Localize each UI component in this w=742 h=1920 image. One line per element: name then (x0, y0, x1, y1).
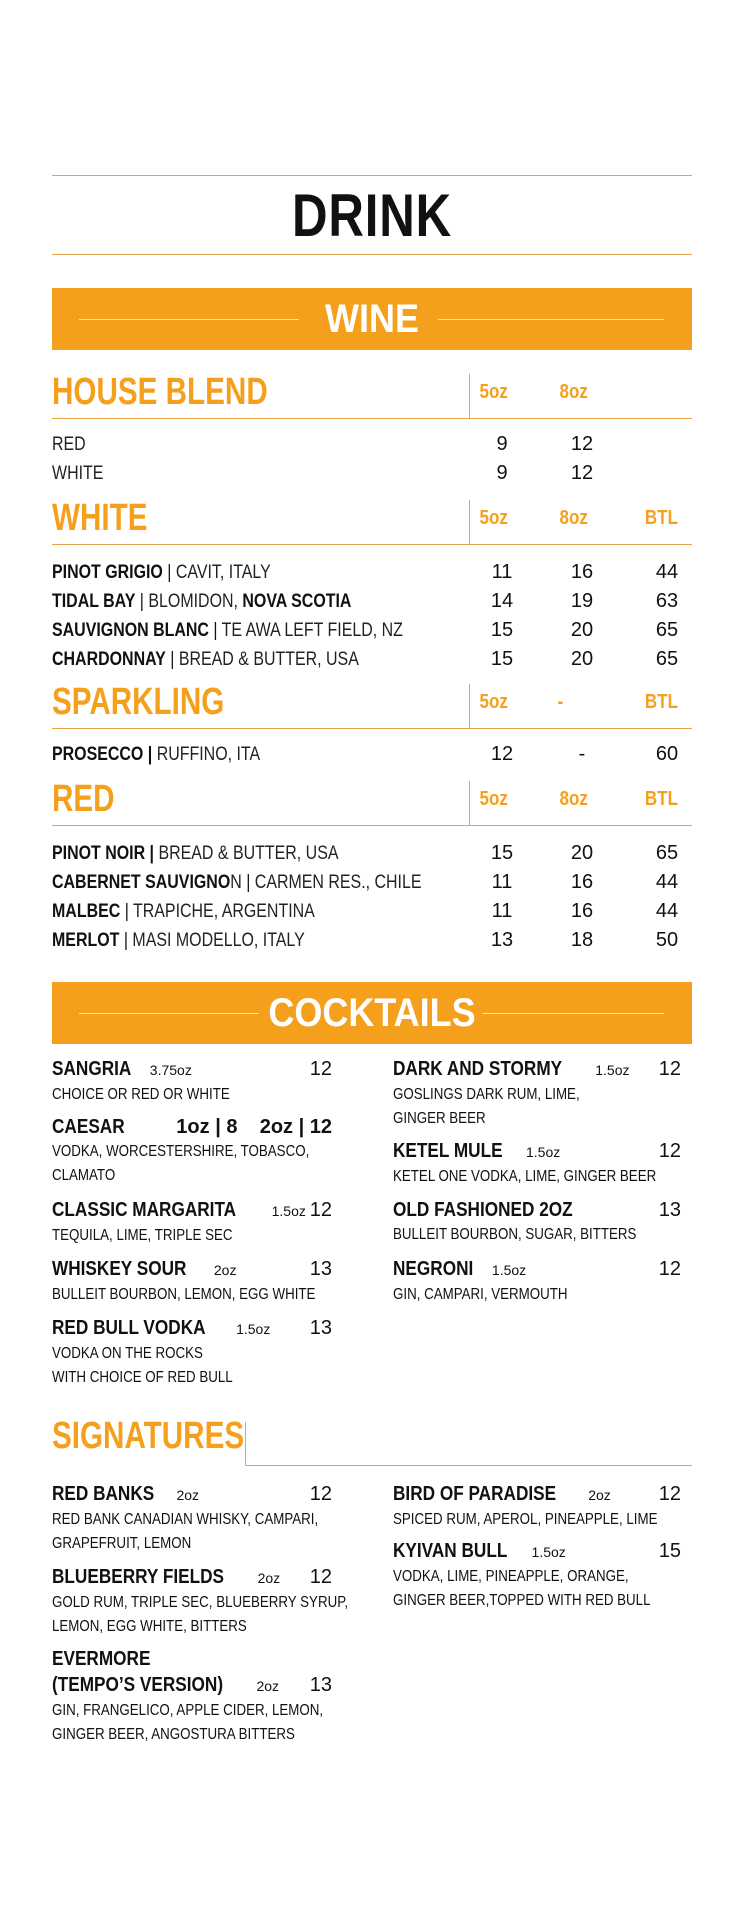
wine-row (52, 430, 692, 459)
wine-name: MALBEC (52, 901, 121, 922)
price-8oz: - (578, 743, 586, 765)
wine-row: CABERNET SAUVIGNON | CARMEN RES., CHILE 11 16 44 (52, 868, 692, 897)
item-description: VODKA, WORCESTERSHIRE, TOBASCO, (52, 1143, 310, 1160)
item-name: KYIVAN BULL (393, 1540, 508, 1562)
wine-origin: BREAD & BUTTER, USA (178, 649, 359, 670)
wine-row: MERLOT | MASI MODELLO, ITALY 13 18 50 (52, 926, 692, 955)
col-header-dash: - (557, 691, 564, 713)
price-8oz: 20 (570, 842, 594, 864)
price-5oz: 9 (496, 433, 508, 455)
menu-item (52, 1197, 332, 1248)
item-price: 12 (658, 1058, 681, 1080)
red-header (52, 773, 692, 825)
cocktails-list (52, 1056, 692, 1396)
item-price: 12 (658, 1258, 681, 1280)
sparkling-section (52, 676, 692, 769)
item-price: 13 (309, 1258, 332, 1280)
item-name-line2: (TEMPO’S VERSION) (52, 1674, 224, 1696)
item-description: SPICED RUM, APEROL, PINEAPPLE, LIME (393, 1511, 658, 1528)
menu-item (52, 1646, 332, 1747)
wine-row: SAUVIGNON BLANC | TE AWA LEFT FIELD, NZ 15 20 65 (52, 616, 692, 645)
price-8oz: 20 (570, 619, 594, 641)
white-title: WHITE (52, 497, 148, 539)
item-size: 1.5oz (525, 1144, 561, 1160)
item-description: GIN, FRANGELICO, APPLE CIDER, LEMON, (52, 1702, 324, 1719)
wine-name: PINOT NOIR (52, 843, 146, 864)
price-5oz: 11 (491, 871, 513, 893)
col-header-5oz: 5oz (479, 507, 508, 529)
menu-item (52, 1256, 332, 1307)
col-header-btl: BTL (644, 507, 678, 529)
menu-item (52, 1315, 332, 1390)
column-divider (469, 374, 470, 418)
item-size: 1.5oz (491, 1262, 527, 1278)
title-bottom-rule (52, 254, 692, 255)
item-name: OLD FASHIONED 2OZ (393, 1199, 573, 1221)
item-size: 2oz (588, 1487, 611, 1503)
price-8oz: 19 (570, 590, 594, 612)
wine-band (52, 288, 692, 350)
price-8oz: 16 (570, 900, 594, 922)
menu-item (393, 1056, 681, 1131)
menu-item (393, 1138, 681, 1189)
price-btl: 44 (655, 561, 679, 583)
item-name: CAESAR (52, 1116, 125, 1138)
menu-item (52, 1114, 332, 1188)
wine-origin: BLOMIDON, (148, 591, 243, 612)
menu-item (393, 1481, 681, 1532)
item-price: 13 (309, 1674, 332, 1696)
item-price: 13 (309, 1317, 332, 1339)
col-header-8oz: 8oz (559, 381, 588, 403)
red-title: RED (52, 778, 115, 820)
price-btl: 44 (655, 900, 679, 922)
col-header-btl: BTL (644, 788, 678, 810)
col-header-btl: BTL (644, 691, 678, 713)
price-5oz: 12 (490, 743, 514, 765)
wine-name: PINOT GRIGIO (52, 562, 163, 583)
signatures-list (52, 1481, 692, 1761)
menu-item (52, 1056, 332, 1107)
item-description: GOSLINGS DARK RUM, LIME, (393, 1086, 580, 1103)
column-divider (469, 500, 470, 544)
menu-item (52, 1481, 332, 1556)
col-header-5oz: 5oz (479, 381, 508, 403)
price-8oz: 16 (570, 871, 594, 893)
wine-row: CHARDONNAY | BREAD & BUTTER, USA 15 20 65 (52, 645, 692, 674)
item-price: 13 (658, 1199, 681, 1221)
signatures-title: SIGNATURES (52, 1415, 245, 1457)
item-description: CHOICE OR RED OR WHITE (52, 1086, 230, 1103)
price-5oz: 11 (491, 561, 513, 583)
item-description: KETEL ONE VODKA, LIME, GINGER BEER (393, 1168, 657, 1185)
price-btl: 65 (655, 648, 679, 670)
price-5oz: 14 (490, 590, 514, 612)
wine-name: WHITE (52, 463, 104, 484)
wine-name: TIDAL BAY (52, 591, 136, 612)
item-size: 2oz (257, 1570, 281, 1586)
wine-name: SAUVIGNON BLANC (52, 620, 209, 641)
house-blend-header (52, 366, 692, 418)
item-description: VODKA ON THE ROCKS (52, 1345, 203, 1362)
sparkling-title: SPARKLING (52, 681, 225, 723)
col-header-5oz: 5oz (479, 691, 508, 713)
item-description: TEQUILA, LIME, TRIPLE SEC (52, 1227, 233, 1244)
item-size: 1.5oz (531, 1544, 566, 1560)
menu-item (52, 1564, 349, 1639)
item-description: WITH CHOICE OF RED BULL (52, 1369, 233, 1386)
item-size: 1.5oz (595, 1062, 630, 1078)
price-btl: 44 (655, 871, 679, 893)
item-name: NEGRONI (393, 1258, 474, 1280)
white-header (52, 492, 692, 544)
price-btl: 63 (655, 590, 679, 612)
wine-origin: TRAPICHE, ARGENTINA (133, 901, 315, 922)
price-btl: 65 (655, 619, 679, 641)
item-description: GINGER BEER (393, 1110, 486, 1127)
cocktails-band (52, 982, 692, 1044)
wine-band-label: WINE (325, 297, 419, 341)
item-name: DARK AND STORMY (393, 1058, 563, 1080)
item-price: 12 (658, 1140, 681, 1162)
item-price: 12 (309, 1483, 332, 1505)
wine-origin-bold: NOVA SCOTIA (242, 591, 352, 612)
price-8oz: 16 (570, 561, 594, 583)
price-btl: 65 (655, 842, 679, 864)
house-blend-title: HOUSE BLEND (52, 371, 268, 413)
price-btl: 50 (655, 929, 679, 951)
wine-name: CABERNET SAUVIGNO (52, 872, 231, 893)
wine-row: MALBEC | TRAPICHE, ARGENTINA 11 16 44 (52, 897, 692, 926)
item-name: EVERMORE (52, 1648, 151, 1670)
item-price: 15 (658, 1540, 681, 1562)
wine-name-tail: N (230, 872, 242, 893)
price-8oz: 20 (570, 648, 594, 670)
item-price: 12 (309, 1058, 332, 1080)
item-size: 1.5oz (271, 1203, 306, 1219)
item-size: 3.75oz (149, 1062, 192, 1078)
item-price: 1oz | 8 2oz | 12 (176, 1116, 332, 1138)
signatures-header (52, 1412, 692, 1466)
signatures-rule (245, 1465, 692, 1466)
item-name: RED BANKS (52, 1483, 155, 1505)
wine-name: PROSECCO (52, 744, 144, 765)
wine-name: CHARDONNAY (52, 649, 166, 670)
price-btl: 60 (655, 743, 679, 765)
column-divider (469, 781, 470, 825)
price-5oz: 13 (490, 929, 514, 951)
item-price: 12 (309, 1199, 332, 1221)
menu-item (393, 1256, 681, 1307)
red-section (52, 773, 692, 955)
item-name: RED BULL VODKA (52, 1317, 206, 1339)
wine-row (52, 459, 692, 488)
price-8oz: 18 (570, 929, 594, 951)
item-description: GOLD RUM, TRIPLE SEC, BLUEBERRY SYRUP, (52, 1594, 349, 1611)
item-size: 1.5oz (236, 1321, 271, 1337)
item-description: LEMON, EGG WHITE, BITTERS (52, 1618, 247, 1635)
item-name: BIRD OF PARADISE (393, 1483, 557, 1505)
item-description: GINGER BEER,TOPPED WITH RED BULL (393, 1592, 651, 1609)
menu-item (393, 1538, 681, 1613)
col-header-8oz: 8oz (559, 507, 588, 529)
wine-origin: CARMEN RES., CHILE (254, 872, 422, 893)
item-name: WHISKEY SOUR (52, 1258, 187, 1280)
price-5oz: 11 (491, 900, 513, 922)
wine-row: PINOT NOIR | BREAD & BUTTER, USA 15 20 65 (52, 839, 692, 868)
item-size: 2oz (213, 1262, 237, 1278)
item-name: KETEL MULE (393, 1140, 503, 1162)
wine-origin: BREAD & BUTTER, USA (158, 843, 339, 864)
price-5oz: 15 (490, 648, 514, 670)
cocktails-band-label: COCKTAILS (268, 991, 476, 1035)
col-header-5oz: 5oz (479, 788, 508, 810)
wine-origin: TE AWA LEFT FIELD, NZ (221, 620, 403, 641)
price-5oz: 15 (490, 842, 514, 864)
item-description: RED BANK CANADIAN WHISKY, CAMPARI, (52, 1511, 319, 1528)
wine-origin: MASI MODELLO, ITALY (132, 930, 305, 951)
item-name: CLASSIC MARGARITA (52, 1199, 237, 1221)
price-5oz: 9 (496, 462, 508, 484)
item-description: GRAPEFRUIT, LEMON (52, 1535, 192, 1552)
wine-name: RED (52, 434, 86, 455)
title-top-rule (52, 175, 692, 176)
item-name: SANGRIA (52, 1058, 132, 1080)
wine-origin: RUFFINO, ITA (156, 744, 261, 765)
item-price: 12 (658, 1483, 681, 1505)
item-description: BULLEIT BOURBON, LEMON, EGG WHITE (52, 1286, 316, 1303)
col-header-8oz: 8oz (559, 788, 588, 810)
item-price: 12 (309, 1566, 332, 1588)
menu-item (393, 1197, 681, 1247)
column-divider (469, 684, 470, 728)
price-5oz: 15 (490, 619, 514, 641)
wine-origin: CAVIT, ITALY (175, 562, 271, 583)
white-section (52, 492, 692, 674)
item-name: BLUEBERRY FIELDS (52, 1566, 225, 1588)
wine-row: PINOT GRIGIO | CAVIT, ITALY 11 16 44 (52, 558, 692, 587)
item-size: 2oz (256, 1678, 280, 1694)
item-description: BULLEIT BOURBON, SUGAR, BITTERS (393, 1226, 637, 1243)
house-blend-section (52, 366, 692, 488)
item-size: 2oz (176, 1487, 200, 1503)
price-8oz: 12 (570, 433, 594, 455)
item-description: GIN, CAMPARI, VERMOUTH (393, 1286, 568, 1303)
item-description: CLAMATO (52, 1167, 116, 1184)
signatures-vline (245, 1422, 246, 1466)
item-description: VODKA, LIME, PINEAPPLE, ORANGE, (393, 1568, 629, 1585)
wine-row: TIDAL BAY | BLOMIDON, NOVA SCOTIA 14 19 63 (52, 587, 692, 616)
page-title: DRINK (292, 182, 452, 249)
sparkling-header (52, 676, 692, 728)
item-description: GINGER BEER, ANGOSTURA BITTERS (52, 1726, 295, 1743)
wine-name: MERLOT (52, 930, 120, 951)
wine-row: PROSECCO | RUFFINO, ITA 12 - 60 (52, 740, 692, 769)
price-8oz: 12 (570, 462, 594, 484)
